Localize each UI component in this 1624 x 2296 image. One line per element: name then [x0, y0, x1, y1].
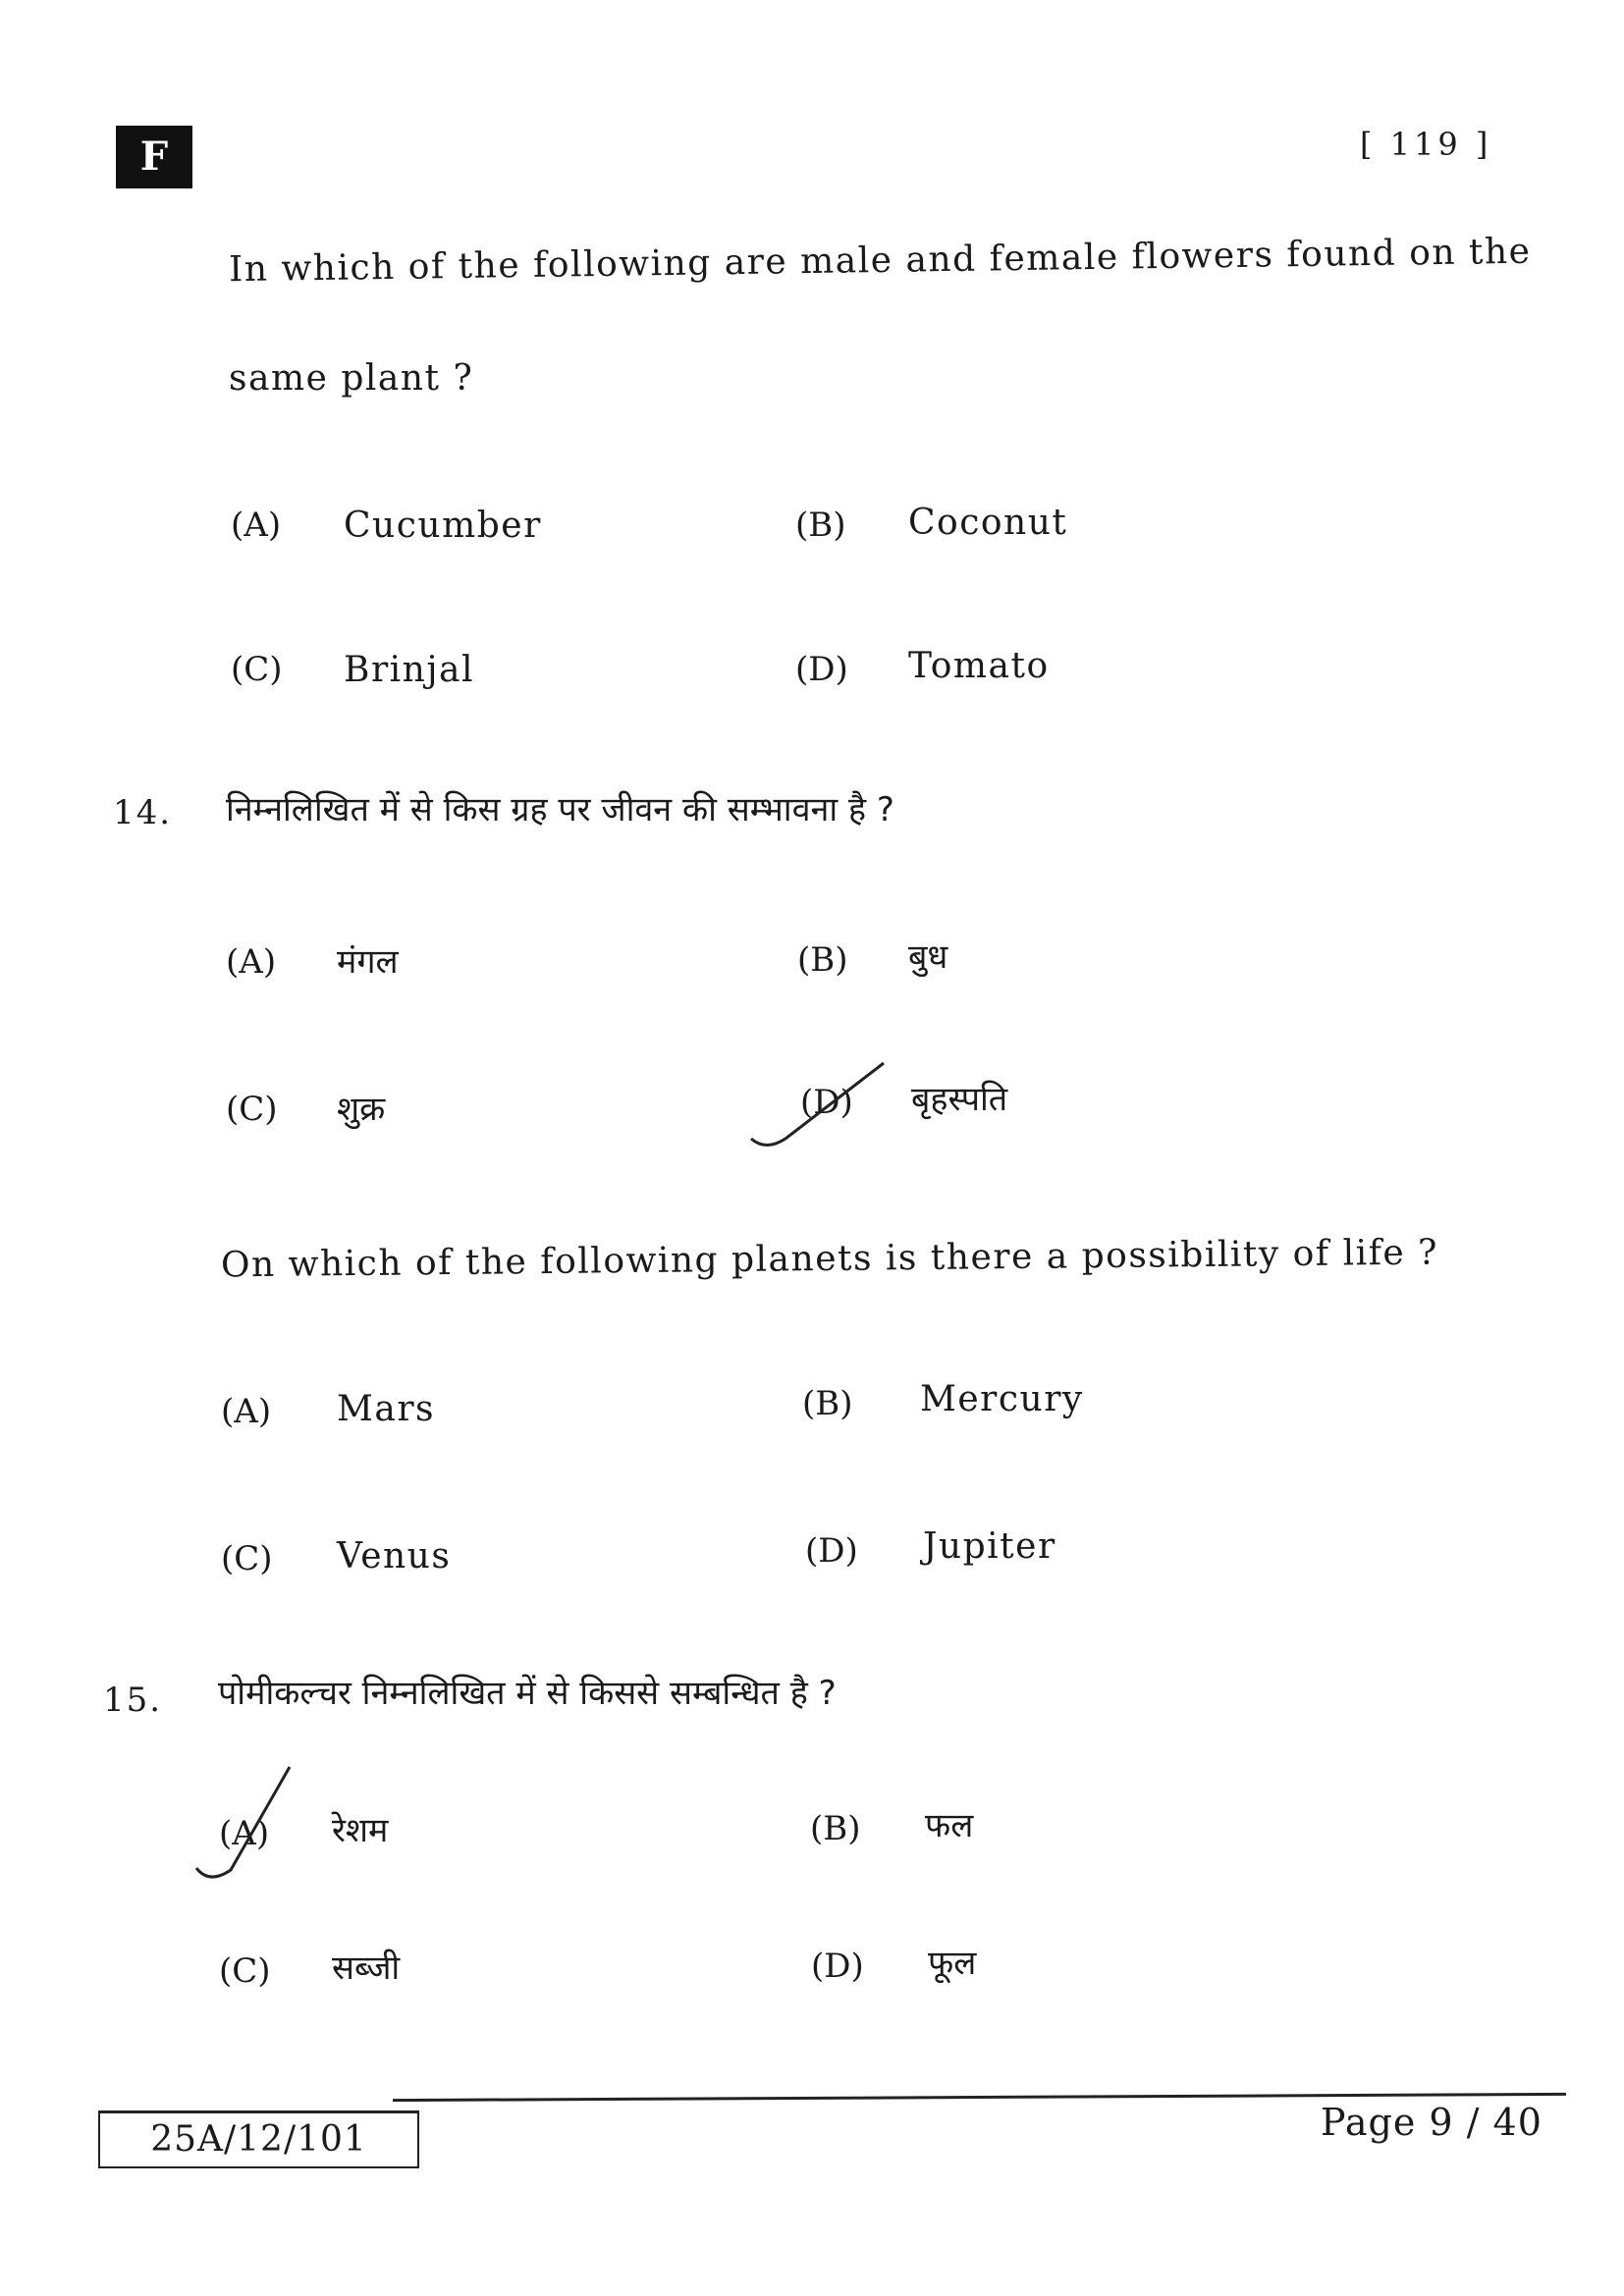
question-15-text-hindi: पोमीकल्चर निम्नलिखित में से किससे सम्बन्धित है ?	[218, 1674, 837, 1713]
q14-en-option-b-label: (B)	[802, 1384, 853, 1423]
q15-option-b-text: फल	[925, 1806, 974, 1845]
q14-en-option-c-text: Venus	[337, 1536, 452, 1576]
q13-option-b-text: Coconut	[908, 503, 1068, 543]
page-indicator: Page 9 / 40	[1321, 2101, 1543, 2144]
question-14-number: 14.	[113, 793, 173, 832]
q14-option-c-label: (C)	[226, 1090, 278, 1129]
question-13-text-line2: same plant ?	[229, 358, 474, 399]
q14-en-option-b-text: Mercury	[920, 1379, 1084, 1419]
q13-option-a-label: (A)	[231, 506, 282, 545]
set-label-badge: F	[116, 126, 192, 188]
q15-option-a-text: रेशम	[332, 1811, 389, 1850]
question-14-text-english: On which of the following planets is there a possibility of life ?	[220, 1232, 1439, 1286]
question-13-text-line1: In which of the following are male and female flowers found on the	[228, 231, 1532, 291]
q14-en-option-c-label: (C)	[221, 1539, 273, 1578]
q15-option-a-label: (A)	[219, 1814, 270, 1853]
q13-option-d-text: Tomato	[908, 646, 1050, 686]
q14-option-d-label: (D)	[800, 1083, 853, 1122]
q14-en-option-a-label: (A)	[221, 1392, 272, 1431]
q14-en-option-a-text: Mars	[337, 1389, 436, 1429]
q15-option-c-text: सब्जी	[332, 1949, 401, 1988]
question-15-number: 15.	[103, 1681, 163, 1720]
page-code: [ 119 ]	[1360, 126, 1492, 163]
q15-option-d-label: (D)	[811, 1947, 864, 1986]
q14-option-a-label: (A)	[226, 942, 277, 982]
q15-option-d-text: फूल	[928, 1944, 977, 1983]
q14-option-b-label: (B)	[797, 940, 848, 980]
q14-option-c-text: शुक्र	[337, 1090, 386, 1129]
q13-option-d-label: (D)	[795, 650, 848, 689]
handwritten-checkmark-icon	[191, 1762, 299, 1890]
q14-option-d-text: बृहस्पति	[911, 1080, 1008, 1119]
q14-option-a-text: मंगल	[337, 942, 399, 982]
question-14-text-hindi: निम्नलिखित में से किस ग्रह पर जीवन की सम्भावना है ?	[226, 790, 894, 829]
q14-option-b-text: बुध	[908, 937, 948, 977]
q14-en-option-d-label: (D)	[805, 1531, 858, 1571]
q13-option-b-label: (B)	[795, 506, 846, 545]
q15-option-b-label: (B)	[810, 1809, 861, 1848]
q13-option-c-label: (C)	[231, 650, 283, 689]
q14-en-option-d-text: Jupiter	[923, 1526, 1056, 1567]
booklet-code-box: 25A/12/101	[98, 2110, 419, 2168]
q13-option-a-text: Cucumber	[344, 506, 542, 546]
q15-option-c-label: (C)	[219, 1951, 271, 1991]
q13-option-c-text: Brinjal	[344, 650, 475, 690]
handwritten-checkmark-icon	[746, 1055, 893, 1153]
